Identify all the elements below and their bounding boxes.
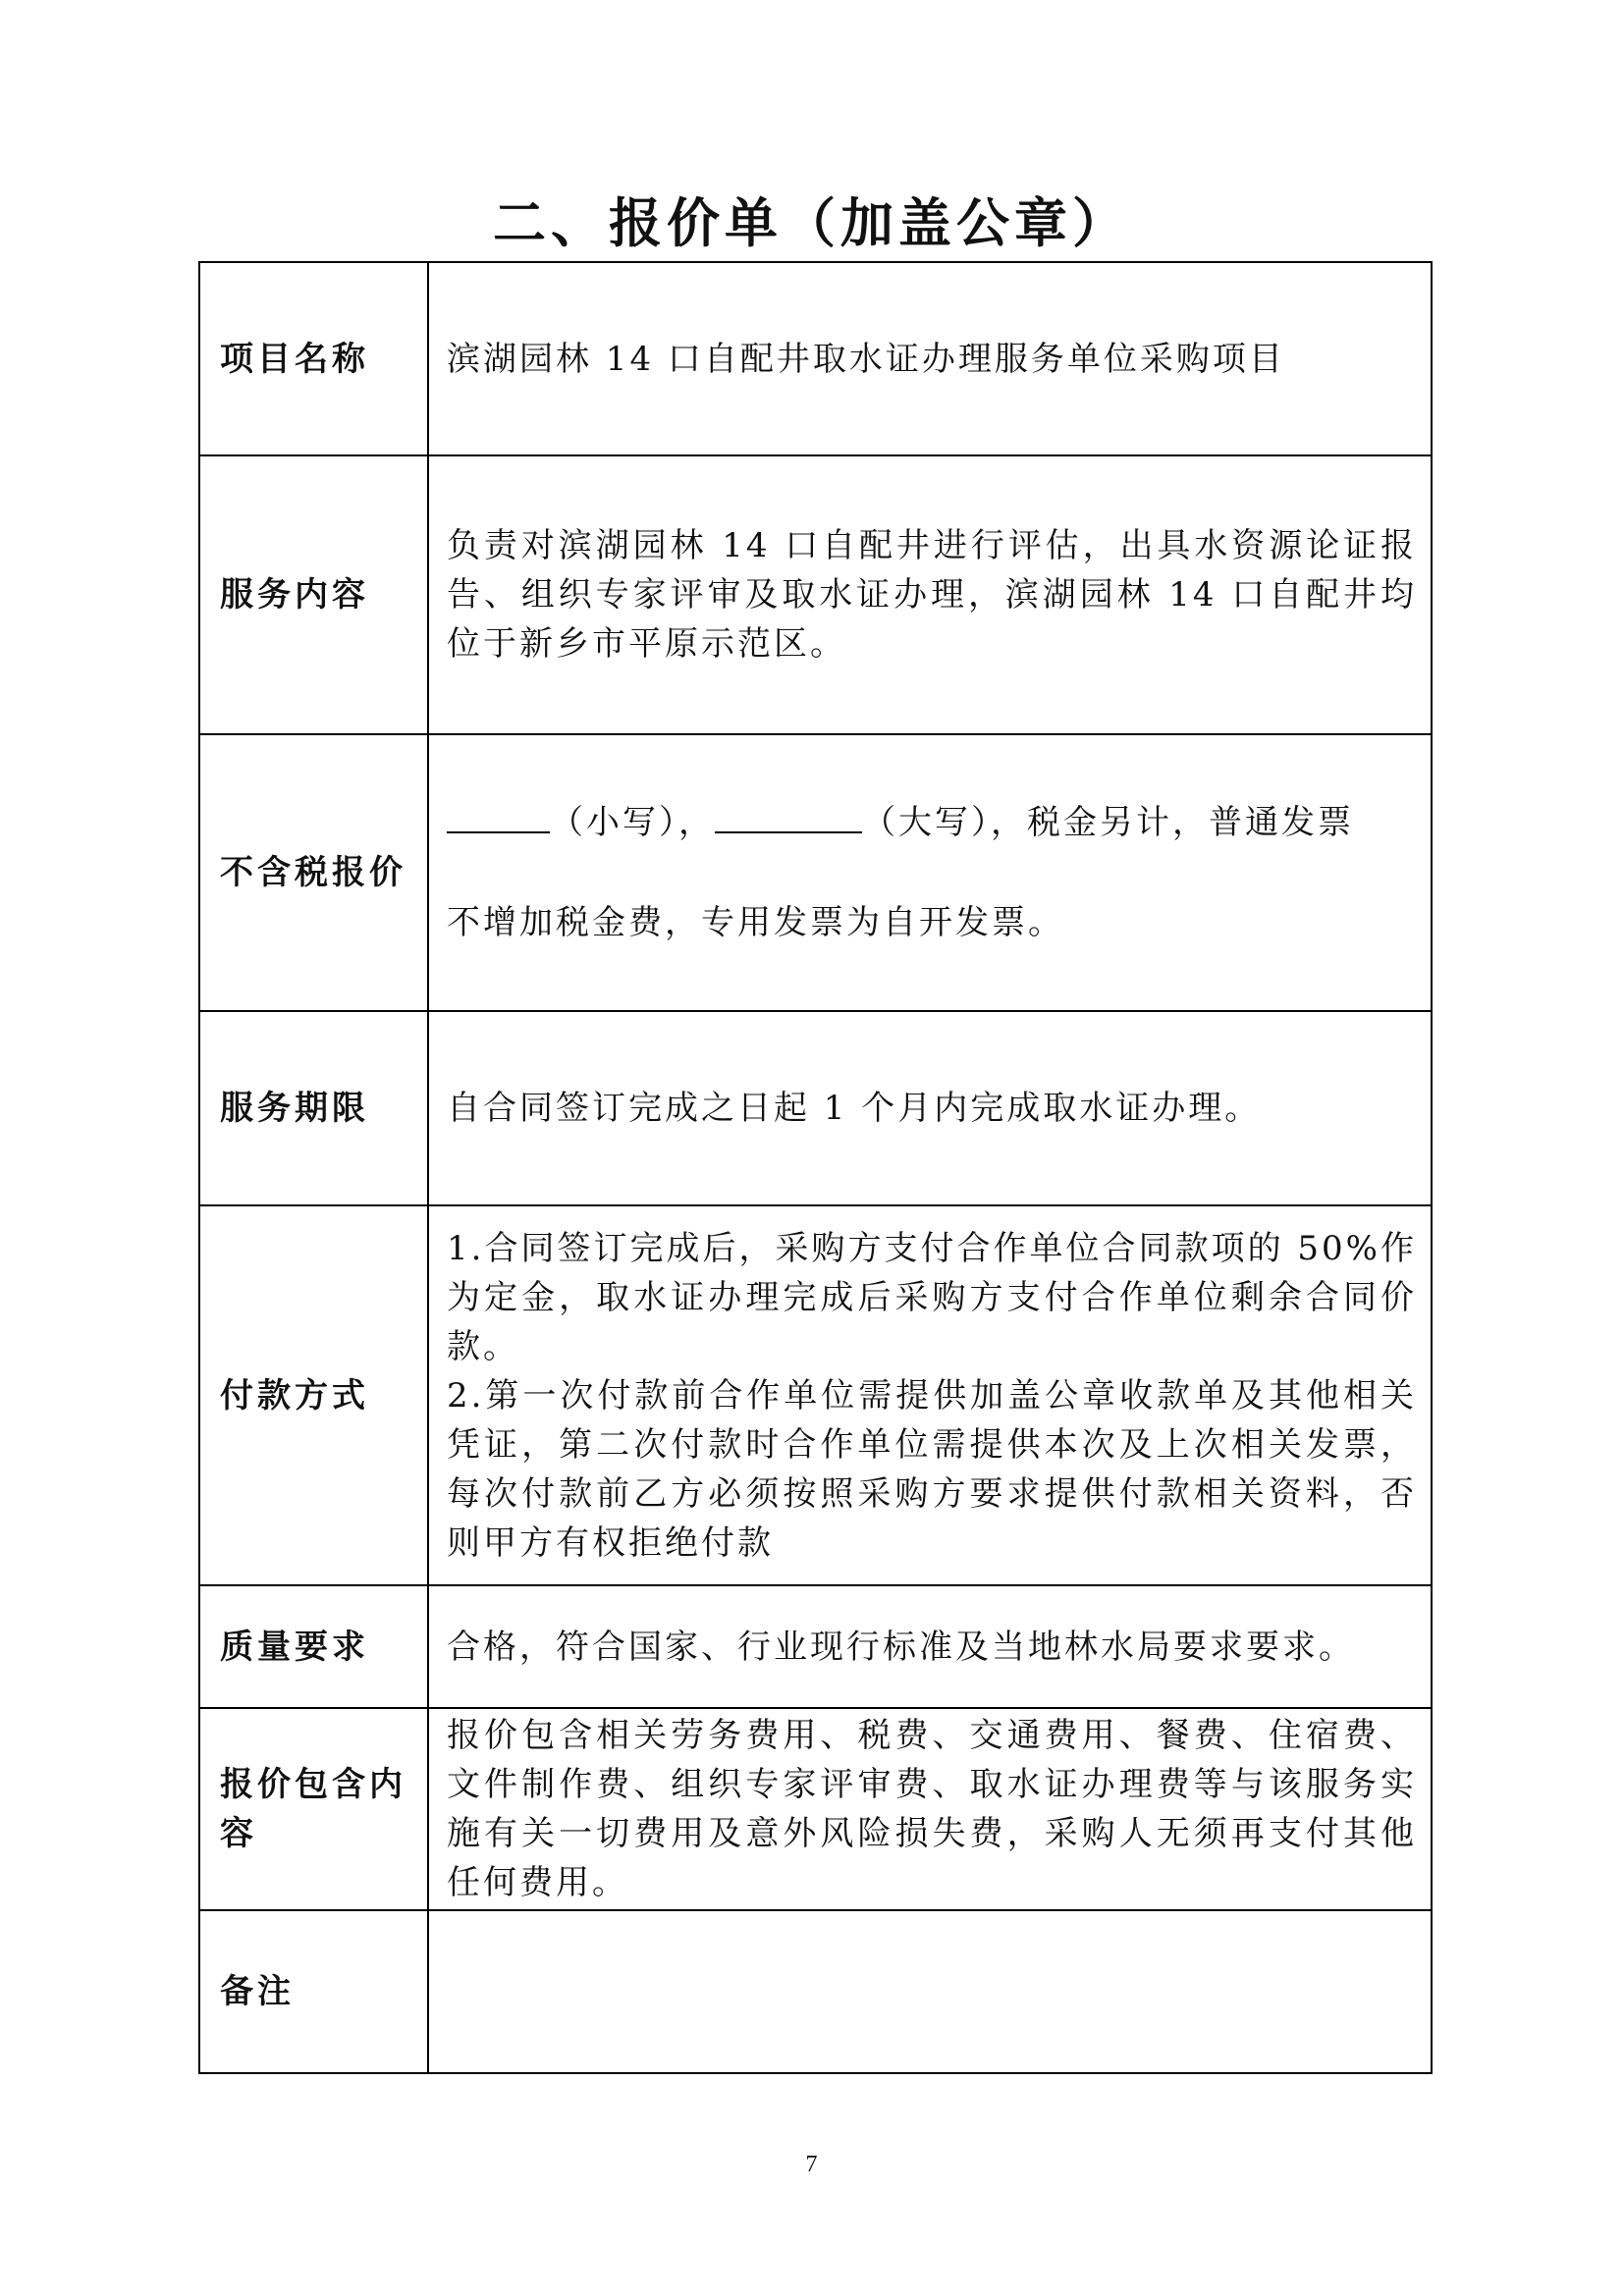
row-price-excl-tax [199, 734, 1432, 1011]
service-content-value: 负责对滨湖园林 14 口自配井进行评估，出具水资源论证报告、组织专家评审及取水证办理，滨湖园林 14 口自配井均位于新乡市平原示范区。 [428, 455, 1432, 734]
payment-item-2: 2.第一次付款前合作单位需提供加盖公章收款单及其他相关凭证，第二次付款时合作单位需提供本次及上次相关发票，每次付款前乙方必须按照采购方要求提供付款相关资料，否则甲方有权拒绝付款 [447, 1375, 1417, 1563]
remarks-value [428, 1910, 1432, 2073]
price-includes-value: 报价包含相关劳务费用、税费、交通费用、餐费、住宿费、文件制作费、组织专家评审费、取水证办理费等与该服务实施有关一切费用及意外风险损失费，采购人无须再支付其他任何费用。 [428, 1708, 1432, 1910]
price-invoice-note: 不增加税金费，专用发票为自开发票。 [447, 903, 1064, 942]
large-amount-label: （大写），税金另计，普通发票 [862, 803, 1354, 842]
project-name-value: 滨湖园林 14 口自配井取水证办理服务单位采购项目 [428, 262, 1432, 455]
row-quality-requirement [199, 1585, 1432, 1708]
price-excl-tax-cell [428, 734, 1432, 1011]
service-content-label: 服务内容 [199, 455, 428, 734]
row-price-includes [199, 1708, 1432, 1910]
small-amount-label: （小写）， [550, 803, 715, 842]
service-period-label: 服务期限 [199, 1011, 428, 1205]
remarks-label: 备注 [199, 1910, 428, 2073]
quotation-table [198, 261, 1433, 2074]
price-line-1 [447, 798, 1417, 847]
payment-method-label: 付款方式 [199, 1205, 428, 1585]
row-payment-method [199, 1205, 1432, 1585]
project-name-label: 项目名称 [199, 262, 428, 455]
page-number: 7 [805, 2152, 818, 2177]
quality-requirement-value: 合格，符合国家、行业现行标准及当地林水局要求要求。 [428, 1585, 1432, 1708]
row-remarks [199, 1910, 1432, 2073]
price-excl-tax-label: 不含税报价 [199, 734, 428, 1011]
row-service-period [199, 1011, 1432, 1205]
row-service-content [199, 455, 1432, 734]
service-period-value: 自合同签订完成之日起 1 个月内完成取水证办理。 [428, 1011, 1432, 1205]
payment-item-1: 1.合同签订完成后，采购方支付合作单位合同款项的 50%作为定金，取水证办理完成后采购方支付合作单位剩余合同价款。 [447, 1228, 1417, 1366]
large-amount-blank [715, 798, 862, 833]
small-amount-blank [447, 798, 550, 833]
document-title: 二、报价单（加盖公章） [493, 192, 1130, 254]
quality-requirement-label: 质量要求 [199, 1585, 428, 1708]
price-includes-label: 报价包含内容 [199, 1708, 428, 1910]
row-project-name [199, 262, 1432, 455]
payment-method-cell [428, 1205, 1432, 1585]
